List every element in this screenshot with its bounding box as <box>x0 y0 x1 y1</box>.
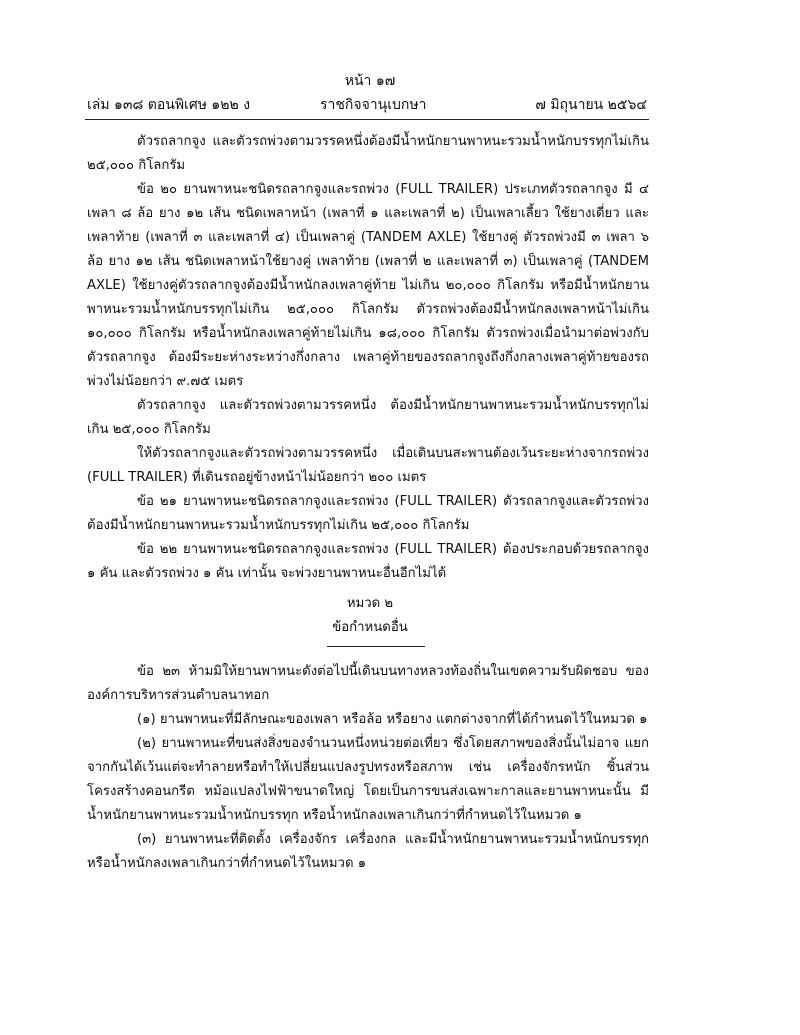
paragraph: ตัวรถลากจูง และตัวรถพ่วงตามวรรคหนึ่ง ต้องมีน้ำหนักยานพาหนะรวมน้ำหนักบรรทุกไม่เกิน ๒๕,๐๐๐ กิโลกรัม <box>87 398 649 437</box>
publication-name: ราชกิจจานุเบกษา <box>320 97 427 113</box>
section-1-body <box>87 130 649 586</box>
list-item-1: (๑) ยานพาหนะที่มีลักษณะของเพลา หรือล้อ หรือยาง แตกต่างจากที่ได้กำหนดไว้ในหมวด ๑ <box>137 712 648 727</box>
paragraph-article-21: ข้อ ๒๑ ยานพาหนะชนิดรถลากจูงและรถพ่วง (FULL TRAILER) ตัวรถลากจูงและตัวรถพ่วง ต้องมีน้ำหนักยานพาหนะรวมน้ำหนักบรรทุกไม่เกิน ๒๕,๐๐๐ กิโลกรัม <box>87 494 649 533</box>
paragraph-article-20: ข้อ ๒๐ ยานพาหนะชนิดรถลากจูงและรถพ่วง (FULL TRAILER) ประเภทตัวรถลากจูง มี ๔ เพลา ๘ ล้อ ยาง ๑๒ เส้น ชนิดเพลาหน้า (เพลาที่ ๑ และเพลาที่ ๒) เป็นเพลาเลี้ยว ใช้ยางเดี่ยว และเพลาท้าย (เพลาที่ ๓ และเพลาที่ ๔) เป็นเพลาคู่ (TANDEM AXLE) ใช้ยางคู่ ตัวรถพ่วงมี ๓ เพลา ๖ ล้อ ยาง ๑๒ เส้น ชนิดเพลาหน้าใช้ยางคู่ เพลาท้าย (เพลาที่ ๒ และเพลาที่ ๓) เป็นเพลาคู่ (TANDEM AXLE) ใช้ยางคู่ตัวรถลากจูงต้องมีน้ำหนักลงเพลาคู่ท้าย ไม่เกิน ๒๐,๐๐๐ กิโลกรัม หรือมีน้ำหนักยานพาหนะรวมน้ำหนักบรรทุกไม่เกิน ๒๕,๐๐๐ กิโลกรัม ตัวรถพ่วงต้องมีน้ำหนักลงเพลาหน้าไม่เกิน ๑๐,๐๐๐ กิโลกรัม หรือน้ำหนักลงเพลาคู่ท้ายไม่เกิน ๑๘,๐๐๐ กิโลกรัม ตัวรถพ่วงเมื่อนำมาต่อพ่วงกับตัวรถลากจูง ต้องมีระยะห่างระหว่างกึ่งกลาง เพลาคู่ท้ายของรถลากจูงถึงกึ่งกลางเพลาคู่ท้ายของรถพ่วงไม่น้อยกว่า ๙.๗๕ เมตร <box>87 182 649 389</box>
paragraph: ตัวรถลากจูง และตัวรถพ่วงตามวรรคหนึ่งต้องมีน้ำหนักยานพาหนะรวมน้ำหนักบรรทุกไม่เกิน ๒๕,๐๐๐ กิโลกรัม <box>87 134 649 173</box>
list-item-2: (๒) ยานพาหนะที่ขนส่งสิ่งของจำนวนหนึ่งหน่วยต่อเที่ยว ซึ่งโดยสภาพของสิ่งนั้นไม่อาจ แยกจากกันได้เว้นแต่จะทำลายหรือทำให้เปลี่ยนแปลงรูปทรงหรือสภาพ เช่น เครื่องจักรหนัก ชิ้นส่วนโครงสร้างคอนกรีต หม้อแปลงไฟฟ้าขนาดใหญ่ โดยเป็นการขนส่งเฉพาะกาลและยานพาหนะนั้น มีน้ำหนักยานพาหนะรวมน้ำหนักบรรทุก หรือน้ำหนักลงเพลาเกินกว่าที่กำหนดไว้ในหมวด ๑ <box>87 736 649 823</box>
paragraph-article-22: ข้อ ๒๒ ยานพาหนะชนิดรถลากจูงและรถพ่วง (FULL TRAILER) ต้องประกอบด้วยรถลากจูง ๑ คัน และตัวรถพ่วง ๑ คัน เท่านั้น จะพ่วงยานพาหนะอื่นอีกไม่ได้ <box>87 542 649 581</box>
header-divider <box>85 119 649 120</box>
list-item-3: (๓) ยานพาหนะที่ติดตั้ง เครื่องจักร เครื่องกล และมีน้ำหนักยานพาหนะรวมน้ำหนักบรรทุก หรือน้ำหนักลงเพลาเกินกว่าที่กำหนดไว้ในหมวด ๑ <box>87 832 649 871</box>
paragraph-article-23: ข้อ ๒๓ ห้ามมิให้ยานพาหนะดังต่อไปนี้เดินบนทางหลวงท้องถิ่นในเขตความรับผิดชอบ ขององค์การบริหารส่วนตำบลนาทอก <box>87 664 649 703</box>
chapter-divider <box>327 646 425 647</box>
chapter-number: หมวด ๒ <box>346 596 394 611</box>
section-2-body <box>87 660 649 876</box>
volume-info: เล่ม ๑๓๘ ตอนพิเศษ ๑๒๒ ง <box>87 97 251 113</box>
chapter-heading <box>0 592 740 640</box>
page-number: หน้า ๑๗ <box>344 73 396 89</box>
publication-date: ๗ มิถุนายน ๒๕๖๔ <box>535 97 647 113</box>
chapter-title: ข้อกำหนดอื่น <box>332 620 408 635</box>
paragraph: ให้ตัวรถลากจูงและตัวรถพ่วงตามวรรคหนึ่ง เมื่อเดินบนสะพานต้องเว้นระยะห่างจากรถพ่วง (FULL TRAILER) ที่เดินรถอยู่ข้างหน้าไม่น้อยกว่า ๒๐๐ เมตร <box>87 446 649 485</box>
gazette-header <box>87 94 647 116</box>
